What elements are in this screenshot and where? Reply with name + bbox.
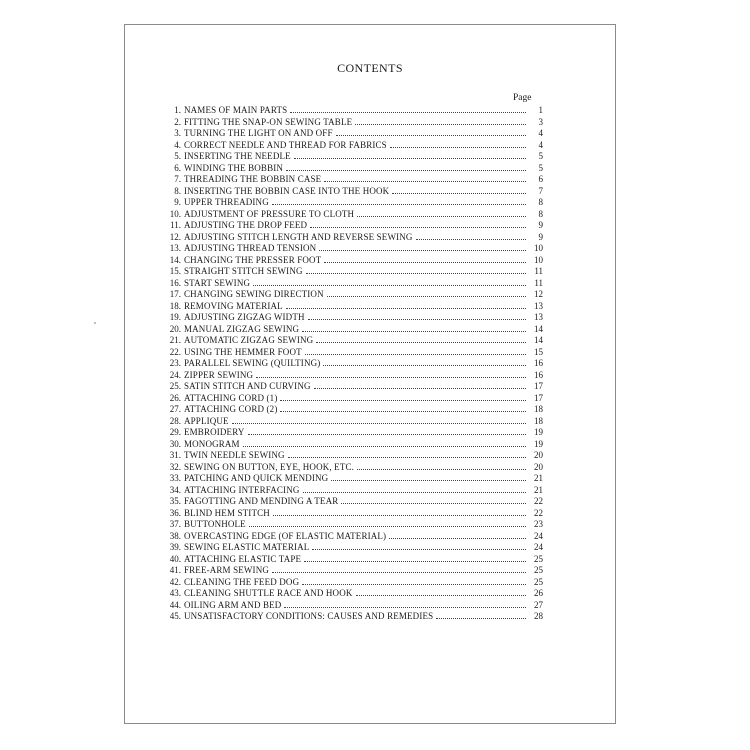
dot-leader <box>280 394 526 401</box>
entry-number: 8. <box>174 185 181 196</box>
dot-leader <box>336 129 526 136</box>
toc-entry <box>163 554 543 566</box>
entry-title: SEWING ON BUTTON, EYE, HOOK, ETC. <box>184 461 355 472</box>
entry-page-number: 25 <box>534 576 543 587</box>
entry-page-number: 21 <box>534 473 543 483</box>
entry-page-number: 25 <box>534 565 543 575</box>
toc-entry <box>163 140 543 152</box>
dot-leader <box>341 497 526 504</box>
entry-number: 34. <box>169 484 181 495</box>
entry-title: BLIND HEM STITCH <box>184 507 270 518</box>
dot-leader <box>308 313 526 320</box>
entry-number: 19. <box>169 312 181 322</box>
entry-number: 40. <box>169 553 181 564</box>
entry-number: 39. <box>169 542 181 552</box>
toc-entry <box>163 151 543 163</box>
entry-title: NAMES OF MAIN PARTS <box>184 105 288 115</box>
entry-page-number: 10 <box>534 254 543 265</box>
toc-entry <box>163 542 543 554</box>
dot-leader <box>243 440 526 447</box>
entry-title: START SEWING <box>184 277 251 288</box>
dot-leader <box>312 543 526 550</box>
entry-title: ATTACHING INTERFACING <box>184 484 300 495</box>
entry-page-number: 22 <box>534 496 543 506</box>
dot-leader <box>232 417 526 424</box>
dot-leader <box>324 175 526 182</box>
entry-number: 6. <box>174 162 181 173</box>
toc-entry <box>163 266 543 278</box>
dot-leader <box>392 187 526 194</box>
entry-number: 15. <box>169 266 181 276</box>
entry-page-number: 10 <box>534 243 543 253</box>
toc-entry <box>163 588 543 600</box>
dot-leader <box>390 141 526 148</box>
toc-entry <box>163 163 543 175</box>
dot-leader <box>272 198 526 205</box>
entry-page-number: 18 <box>534 415 543 426</box>
scan-speck <box>94 322 96 324</box>
dot-leader <box>286 302 526 309</box>
entry-number: 10. <box>169 208 181 219</box>
entry-title: ATTACHING ELASTIC TAPE <box>184 553 302 564</box>
entry-number: 26. <box>169 392 181 403</box>
dot-leader <box>302 578 526 585</box>
entry-page-number: 12 <box>534 289 543 299</box>
entry-title: PARALLEL SEWING (QUILTING) <box>184 358 321 368</box>
entry-page-number: 1 <box>538 105 543 115</box>
entry-page-number: 18 <box>534 404 543 414</box>
entry-page-number: 24 <box>534 530 543 541</box>
entry-page-number: 9 <box>538 231 543 242</box>
dot-leader <box>310 221 526 228</box>
dot-leader <box>305 348 526 355</box>
entry-number: 27. <box>169 404 181 414</box>
entry-page-number: 16 <box>534 358 543 368</box>
dot-leader <box>288 451 526 458</box>
entry-title: TURNING THE LIGHT ON AND OFF <box>184 128 333 138</box>
dot-leader <box>303 486 526 493</box>
entry-page-number: 4 <box>538 139 543 150</box>
toc-entry <box>163 485 543 497</box>
toc-entry <box>163 439 543 451</box>
entry-title: FAGOTTING AND MENDING A TEAR <box>184 496 339 506</box>
entry-page-number: 15 <box>534 346 543 357</box>
toc-entry <box>163 347 543 359</box>
toc-entry <box>163 209 543 221</box>
entry-page-number: 25 <box>534 553 543 564</box>
entry-title: ZIPPER SEWING <box>184 369 254 380</box>
toc-entry <box>163 404 543 416</box>
toc-entry <box>163 197 543 209</box>
entry-number: 2. <box>174 116 181 127</box>
toc-entry <box>163 577 543 589</box>
entry-number: 16. <box>169 277 181 288</box>
entry-page-number: 26 <box>534 588 543 598</box>
toc-entry <box>163 174 543 186</box>
toc-entry <box>163 416 543 428</box>
dot-leader <box>319 244 526 251</box>
entry-number: 42. <box>169 576 181 587</box>
entry-title: EMBROIDERY <box>184 427 245 437</box>
entry-number: 45. <box>169 611 181 621</box>
entry-number: 14. <box>169 254 181 265</box>
toc-entry <box>163 611 543 623</box>
dot-leader <box>248 428 526 435</box>
toc-entry <box>163 450 543 462</box>
entry-title: OILING ARM AND BED <box>184 599 282 610</box>
entry-number: 24. <box>169 369 181 380</box>
entry-page-number: 21 <box>534 484 543 495</box>
toc-entry <box>163 393 543 405</box>
entry-title: CLEANING THE FEED DOG <box>184 576 300 587</box>
toc-entry <box>163 519 543 531</box>
toc-entry <box>163 255 543 267</box>
entry-title: ATTACHING CORD (2) <box>184 404 278 414</box>
entry-page-number: 7 <box>538 185 543 196</box>
entry-title: SEWING ELASTIC MATERIAL <box>184 542 310 552</box>
dot-leader <box>302 325 526 332</box>
entry-title: ADJUSTING STITCH LENGTH AND REVERSE SEWING <box>184 231 413 242</box>
entry-title: UPPER THREADING <box>184 197 269 207</box>
entry-title: ATTACHING CORD (1) <box>184 392 278 403</box>
page-column-label: Page <box>513 93 532 103</box>
entry-page-number: 8 <box>538 208 543 219</box>
entry-title: INSERTING THE BOBBIN CASE INTO THE HOOK <box>184 185 390 196</box>
dot-leader <box>316 336 526 343</box>
entry-number: 17. <box>169 289 181 299</box>
toc-entry <box>163 462 543 474</box>
dot-leader <box>436 612 526 619</box>
toc-entry <box>163 186 543 198</box>
entry-title: ADJUSTING THREAD TENSION <box>184 243 317 253</box>
entry-number: 12. <box>169 231 181 242</box>
entry-title: CORRECT NEEDLE AND THREAD FOR FABRICS <box>184 139 387 150</box>
dot-leader <box>249 520 526 527</box>
toc-entry <box>163 324 543 336</box>
entry-title: FITTING THE SNAP-ON SEWING TABLE <box>184 116 353 127</box>
dot-leader <box>355 118 526 125</box>
entry-page-number: 5 <box>538 162 543 173</box>
dot-leader <box>290 106 526 113</box>
entry-title: UNSATISFACTORY CONDITIONS: CAUSES AND REMEDIES <box>184 611 434 621</box>
dot-leader <box>356 589 527 596</box>
entry-page-number: 8 <box>538 197 543 207</box>
entry-title: PATCHING AND QUICK MENDING <box>184 473 329 483</box>
entry-page-number: 20 <box>534 461 543 472</box>
entry-title: APPLIQUE <box>184 415 229 426</box>
entry-page-number: 27 <box>534 599 543 610</box>
entry-title: STRAIGHT STITCH SEWING <box>184 266 303 276</box>
dot-leader <box>253 279 526 286</box>
dot-leader <box>304 555 526 562</box>
entry-number: 9. <box>174 197 181 207</box>
toc-entry <box>163 427 543 439</box>
entry-title: REMOVING MATERIAL <box>184 300 283 311</box>
toc-entry <box>163 531 543 543</box>
entry-number: 22. <box>169 346 181 357</box>
entry-number: 41. <box>169 565 181 575</box>
dot-leader <box>284 601 526 608</box>
entry-number: 4. <box>174 139 181 150</box>
dot-leader <box>314 382 526 389</box>
dot-leader <box>324 256 526 263</box>
entry-page-number: 16 <box>534 369 543 380</box>
entry-page-number: 17 <box>534 392 543 403</box>
toc-entry <box>163 565 543 577</box>
entry-number: 37. <box>169 519 181 529</box>
dot-leader <box>256 371 526 378</box>
entry-title: FREE-ARM SEWING <box>184 565 269 575</box>
entry-page-number: 24 <box>534 542 543 552</box>
page-title: CONTENTS <box>337 61 403 75</box>
entry-number: 21. <box>169 335 181 345</box>
toc-entry <box>163 381 543 393</box>
toc-entry <box>163 358 543 370</box>
entry-page-number: 6 <box>538 174 543 184</box>
entry-title: CLEANING SHUTTLE RACE AND HOOK <box>184 588 353 598</box>
entry-number: 33. <box>169 473 181 483</box>
dot-leader <box>323 359 526 366</box>
entry-page-number: 11 <box>534 277 543 288</box>
dot-leader <box>273 509 526 516</box>
entry-title: WINDING THE BOBBIN <box>184 162 284 173</box>
toc-entry <box>163 105 543 117</box>
toc-entry <box>163 312 543 324</box>
entry-page-number: 23 <box>534 519 543 529</box>
entry-page-number: 28 <box>534 611 543 621</box>
entry-number: 1. <box>174 105 181 115</box>
dot-leader <box>357 210 526 217</box>
toc-entry <box>163 600 543 612</box>
dot-leader <box>306 267 526 274</box>
entry-title: MANUAL ZIGZAG SEWING <box>184 323 300 334</box>
entry-title: AUTOMATIC ZIGZAG SEWING <box>184 335 314 345</box>
entry-page-number: 9 <box>538 220 543 230</box>
entry-number: 18. <box>169 300 181 311</box>
entry-page-number: 20 <box>534 450 543 460</box>
entry-page-number: 13 <box>534 312 543 322</box>
entry-page-number: 14 <box>534 335 543 345</box>
dot-leader <box>294 152 526 159</box>
entry-number: 32. <box>169 461 181 472</box>
dot-leader <box>286 164 526 171</box>
entry-title: THREADING THE BOBBIN CASE <box>184 174 322 184</box>
entry-page-number: 3 <box>538 116 543 127</box>
dot-leader <box>416 233 526 240</box>
dot-leader <box>327 290 526 297</box>
entry-page-number: 4 <box>538 128 543 138</box>
toc-entry <box>163 232 543 244</box>
entry-title: CHANGING SEWING DIRECTION <box>184 289 324 299</box>
entry-title: OVERCASTING EDGE (OF ELASTIC MATERIAL) <box>184 530 387 541</box>
entry-title: TWIN NEEDLE SEWING <box>184 450 285 460</box>
dot-leader <box>272 566 526 573</box>
entry-page-number: 22 <box>534 507 543 518</box>
entry-number: 13. <box>169 243 181 253</box>
entry-number: 28. <box>169 415 181 426</box>
entry-title: ADJUSTING ZIGZAG WIDTH <box>184 312 305 322</box>
entry-page-number: 19 <box>534 427 543 437</box>
entry-title: MONOGRAM <box>184 438 240 449</box>
entry-number: 3. <box>174 128 181 138</box>
toc-entry <box>163 278 543 290</box>
entry-title: INSERTING THE NEEDLE <box>184 151 291 161</box>
entry-number: 20. <box>169 323 181 334</box>
entry-page-number: 17 <box>534 381 543 391</box>
entry-number: 23. <box>169 358 181 368</box>
dot-leader <box>389 532 526 539</box>
entry-number: 36. <box>169 507 181 518</box>
entry-number: 7. <box>174 174 181 184</box>
toc-entry <box>163 243 543 255</box>
entry-page-number: 19 <box>534 438 543 449</box>
entry-number: 5. <box>174 151 181 161</box>
dot-leader <box>331 474 526 481</box>
document-page <box>124 24 616 724</box>
entry-page-number: 14 <box>534 323 543 334</box>
dot-leader <box>357 463 526 470</box>
toc-entry <box>163 370 543 382</box>
entry-number: 11. <box>170 220 181 230</box>
entry-page-number: 11 <box>534 266 543 276</box>
entry-number: 25. <box>169 381 181 391</box>
toc-entry <box>163 335 543 347</box>
entry-title: CHANGING THE PRESSER FOOT <box>184 254 322 265</box>
toc-entry <box>163 508 543 520</box>
entry-number: 35. <box>169 496 181 506</box>
entry-title: ADJUSTMENT OF PRESSURE TO CLOTH <box>184 208 355 219</box>
dot-leader <box>280 405 526 412</box>
entry-number: 31. <box>169 450 181 460</box>
contents-list <box>163 105 543 623</box>
entry-number: 43. <box>169 588 181 598</box>
toc-entry <box>163 301 543 313</box>
toc-entry <box>163 289 543 301</box>
toc-entry <box>163 220 543 232</box>
entry-number: 29. <box>169 427 181 437</box>
entry-page-number: 5 <box>538 151 543 161</box>
entry-number: 38. <box>169 530 181 541</box>
toc-entry <box>163 128 543 140</box>
toc-entry <box>163 496 543 508</box>
entry-title: BUTTONHOLE <box>184 519 246 529</box>
entry-page-number: 13 <box>534 300 543 311</box>
entry-title: SATIN STITCH AND CURVING <box>184 381 311 391</box>
entry-title: USING THE HEMMER FOOT <box>184 346 302 357</box>
entry-number: 30. <box>169 438 181 449</box>
entry-number: 44. <box>169 599 181 610</box>
toc-entry <box>163 117 543 129</box>
entry-title: ADJUSTING THE DROP FEED <box>184 220 308 230</box>
toc-entry <box>163 473 543 485</box>
